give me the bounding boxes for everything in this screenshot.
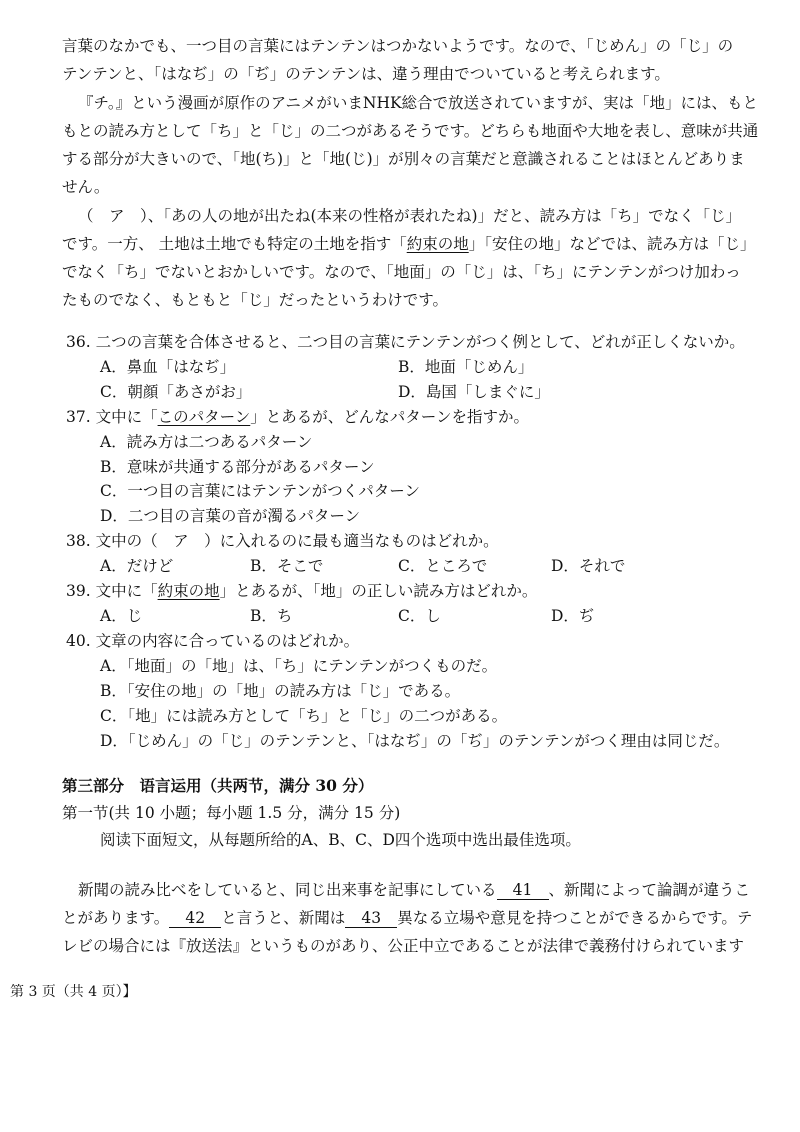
question-39-stem — [66, 581, 537, 601]
q40-option-d: D．「じめん」の「じ」のテンテンと、「はなぢ」の「ぢ」のテンテンがつく理由は同じだ。 — [100, 732, 730, 750]
q37-option-a: A．読み方は二つあるパターン — [100, 433, 313, 451]
cloze-line1-start: 新聞の読み比べをしていると、同じ出来事を記事にしている — [78, 881, 497, 899]
part3-heading: 第三部分 语言运用（共两节，满分 30 分） — [62, 776, 374, 795]
cloze-line2-start: とがあります。 — [62, 909, 170, 927]
passage-p3-line2-end: 」「安住の地」などでは、読み方は「じ」 — [468, 235, 756, 253]
q40-option-b: B．「安住の地」の「地」の読み方は「じ」である。 — [100, 682, 461, 700]
q38-option-c: C．ところで — [398, 557, 488, 575]
cloze-line2-mid: と言うと、新聞は — [221, 909, 346, 927]
underlined-yakusoku-no-chi-q39: 約束の地 — [157, 582, 220, 600]
passage-p2-line3: する部分が大きいので、「地(ち)」と「地(じ)」が別々の言葉だと意識されることはほとんどありま — [62, 150, 745, 168]
passage-p3-line3: でなく「ち」でないとおかしいです。なので、「地面」の「じ」は、「ち」にテンテンがつけ加わっ — [62, 263, 741, 281]
passage-p3-line2-start: です。一方、 土地は土地でも特定の土地を指す「 — [62, 235, 407, 253]
q38-option-a: A．だけど — [100, 557, 174, 575]
blank-43: 43 — [345, 909, 397, 928]
q40-option-a: A．「地面」の「地」は、「ち」にテンテンがつくものだ。 — [100, 657, 498, 675]
q37-stem-start: 37. 文中に「 — [66, 408, 158, 426]
passage-p1-line2: テンテンと、「はなぢ」の「ぢ」のテンテンは、違う理由でついていると考えられます。 — [62, 65, 670, 83]
underlined-yakusoku-no-chi: 約束の地 — [406, 235, 469, 253]
q37-stem-end: 」とあるが、どんなパターンを指すか。 — [250, 408, 529, 426]
q36-option-d: D．島国「しまぐに」 — [398, 383, 550, 401]
q39-stem-end: 」とあるが、「地」の正しい読み方はどれか。 — [219, 582, 538, 600]
passage-p2-line2: もとの読み方として「ち」と「じ」の二つがあるそうです。どちらも地面や大地を表し、意味が共通 — [62, 122, 759, 140]
cloze-line2 — [62, 908, 752, 928]
passage-p3-line4: たものでなく、もともと「じ」だったというわけです。 — [62, 291, 448, 309]
passage-p2-line1: 『チ。』という漫画が原作のアニメがいまNHK総合で放送されていますが、実は「地」には、もと — [78, 94, 759, 112]
q39-option-c: C．し — [398, 607, 441, 625]
q37-option-c: C．一つ目の言葉にはテンテンがつくパターン — [100, 482, 421, 500]
part3-instruction: 阅读下面短文，从每题所给的A、B、C、D四个选项中选出最佳选项。 — [100, 831, 581, 849]
cloze-line3: レビの場合には『放送法』というものがあり、公正中立であることが法律で義務付けられています — [62, 937, 745, 955]
cloze-line1-end: 、新聞によって論調が違うこ — [548, 881, 751, 899]
question-38-stem: 38. 文中の（ ア ）に入れるのに最も適当なものはどれか。 — [66, 532, 499, 550]
question-40-stem: 40. 文章の内容に合っているのはどれか。 — [66, 632, 360, 650]
passage-p3-line1: （ ア ）、「あの人の地が出たね(本来の性格が表れたね)」だと、読み方は「ち」でなく「じ」 — [78, 207, 742, 225]
q38-option-b: B．そこで — [250, 557, 324, 575]
q36-option-c: C．朝顔「あさがお」 — [100, 383, 252, 401]
q39-stem-start: 39. 文中に「 — [66, 582, 158, 600]
q39-option-a: A．じ — [100, 607, 143, 625]
q39-option-b: B．ち — [250, 607, 293, 625]
question-37-stem — [66, 407, 529, 427]
q40-option-c: C．「地」には読み方として「ち」と「じ」の二つがある。 — [100, 707, 508, 725]
q38-option-d: D．それで — [551, 557, 626, 575]
passage-p1-line1: 言葉のなかでも、一つ目の言葉にはテンテンはつかないようです。なので、「じめん」の「じ」の — [62, 37, 734, 55]
q37-option-b: B．意味が共通する部分があるパターン — [100, 458, 375, 476]
blank-42: 42 — [169, 909, 221, 928]
cloze-line1 — [78, 880, 750, 900]
blank-41: 41 — [497, 881, 549, 900]
q37-option-d: D．二つ目の言葉の音が濁るパターン — [100, 507, 361, 525]
passage-p2-line4: せん。 — [62, 178, 110, 196]
q36-option-a: A．鼻血「はなぢ」 — [100, 358, 236, 376]
q39-option-d: D．ぢ — [551, 607, 595, 625]
cloze-line2-end: 異なる立場や意見を持つことができるからです。テ — [397, 909, 753, 927]
passage-p3-line2 — [62, 234, 755, 254]
page-number-footer: 第 3 页（共 4 页）】 — [10, 984, 137, 1000]
q36-option-b: B．地面「じめん」 — [398, 358, 534, 376]
part3-section1-heading: 第一节(共 10 小题；每小题 1.5 分，满分 15 分) — [62, 804, 401, 822]
question-36-stem: 36. 二つの言葉を合体させると、二つ目の言葉にテンテンがつく例として、どれが正しくないか。 — [66, 333, 745, 351]
underlined-kono-pattern: このパターン — [157, 408, 251, 426]
